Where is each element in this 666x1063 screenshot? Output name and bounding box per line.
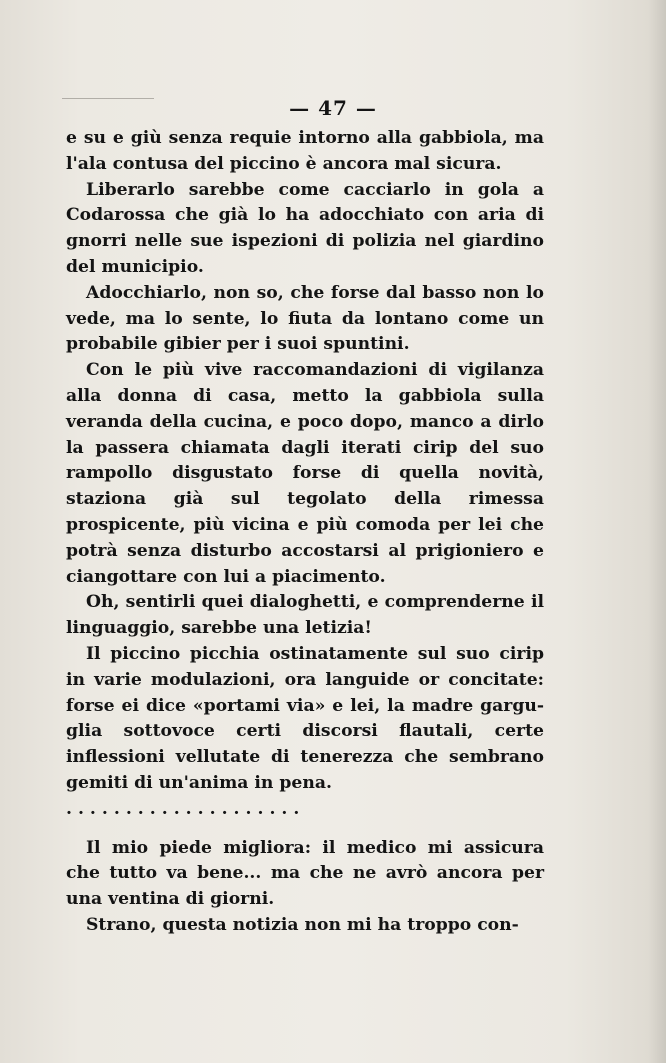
paragraph-1: e su e giù senza requie intorno alla gabbiola, ma l'ala contusa del piccino è ancora mal sicura. [66,128,544,174]
page-body-text [66,126,544,939]
separator-spacing [66,823,544,836]
paragraph-5: Oh, sentirli quei dialoghetti, e comprenderne il linguaggio, sarebbe una letizia! [66,592,544,639]
paragraph-6: Il piccino picchia ostinatamente sul suo cirip in varie modulazioni, ora languide or concitate: forse ei dice «portami via» e lei, la madre garguglia sottovoce certi discorsi flautali, certe inflessioni vellutate di tenerezza che sembrano gemiti di un'anima in pena. [66,643,544,793]
page-number: — 47 — [289,96,377,120]
page-edge-shadow [648,0,666,1063]
paragraph-2: Liberarlo sarebbe come cacciarlo in gola a Codarossa che già lo ha adocchiato con aria di gnorri nelle sue ispezioni di polizia nel giardino del municipio. [66,179,544,277]
paragraph-8: Strano, questa notizia non mi ha troppo con- [86,914,519,935]
paragraph-7: Il mio piede migliora: il medico mi assicura che tutto va bene... ma che ne avrò ancora per una ventina di giorni. [66,837,544,910]
section-separator-dots: . . . . . . . . . . . . . . . . . . . . [66,798,300,819]
paragraph-3: Adocchiarlo, non so, che forse dal basso non lo vede, ma lo sente, lo fiuta da lontano come un probabile gibier per i suoi spuntini. [66,282,544,355]
paragraph-4: Con le più vive raccomandazioni di vigilanza alla donna di casa, metto la gabbiola sulla veranda della cucina, e poco dopo, manco a dirlo la passera chiamata dagli iterati cirip del suo rampollo disgustato forse di quella novità, staziona già sul tegolato della rimessa prospicente, più vicina e più comoda per lei che potrà senza disturbo accostarsi al prigioniero e ciangottare con lui a piacimento. [66,360,544,587]
